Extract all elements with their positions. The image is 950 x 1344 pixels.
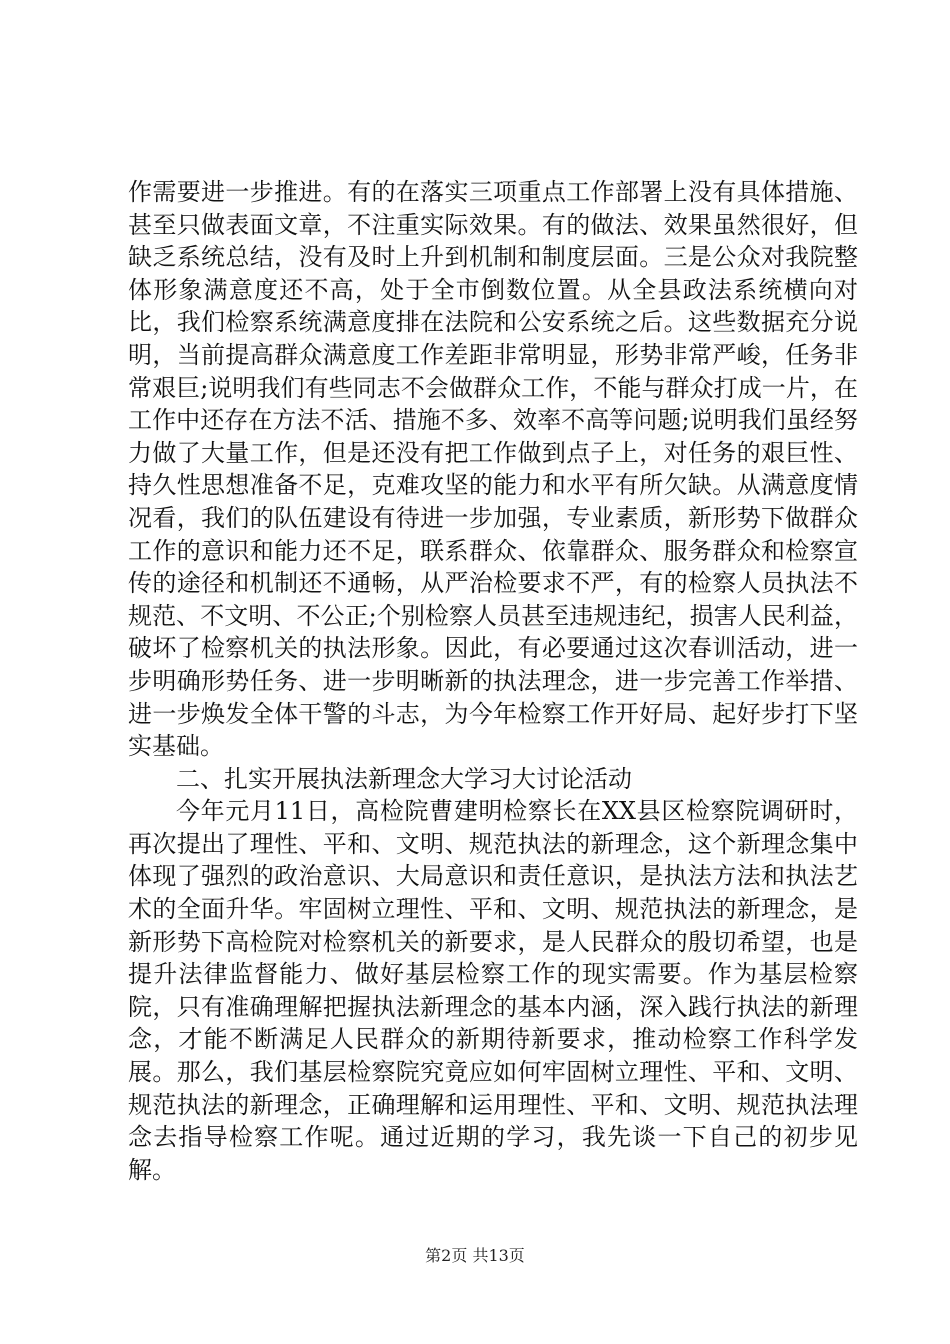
section-heading: 二、扎实开展执法新理念大学习大讨论活动 xyxy=(176,764,632,793)
paragraph: 今年元月11日，高检院曹建明检察长在XX县区检察院调研时，再次提出了理性、平和、文明、规范执法的新理念，这个新理念集中体现了强烈的政治意识、大局意识和责任意识，是执法方法和执法艺术的全面升华。牢固树立理性、平和、文明、规范执法的新理念，是新形势下高检院对检察机关的新要求，是人民群众的殷切希望，也是提升法律监督能力、做好基层检察工作的现实需要。作为基层检察院，只有准确理解把握执法新理念的基本内涵，深入践行执法的新理念，才能不断满足人民群众的新期待新要求，推动检察工作科学发展。那么，我们基层检察院究竟应如何牢固树立理性、平和、文明、规范执法的新理念，正确理解和运用理性、平和、文明、规范执法理念去指导检察工作呢。通过近期的学习，我先谈一下自己的初步见解。 xyxy=(128,797,858,1184)
page-footer: 第2页 共13页 xyxy=(425,1246,525,1265)
paragraph-continuation: 作需要进一步推进。有的在落实三项重点工作部署上没有具体措施、甚至只做表面文章，不注重实际效果。有的做法、效果虽然很好，但缺乏系统总结，没有及时上升到机制和制度层面。三是公众对我院整体形象满意度还不高，处于全市倒数位置。从全县政法系统横向对比，我们检察系统满意度排在法院和公安系统之后。这些数据充分说明，当前提高群众满意度工作差距非常明显，形势非常严峻，任务非常艰巨;说明我们有些同志不会做群众工作，不能与群众打成一片，在工作中还存在方法不活、措施不多、效率不高等问题;说明我们虽经努力做了大量工作，但是还没有把工作做到点子上，对任务的艰巨性、持久性思想准备不足，克难攻坚的能力和水平有所欠缺。从满意度情况看，我们的队伍建设有待进一步加强，专业素质，新形势下做群众工作的意识和能力还不足，联系群众、依靠群众、服务群众和检察宣传的途径和机制还不通畅，从严治检要求不严，有的检察人员执法不规范、不文明、不公正;个别检察人员甚至违规违纪，损害人民利益，破坏了检察机关的执法形象。因此，有必要通过这次春训活动，进一步明确形势任务、进一步明晰新的执法理念，进一步完善工作举措、进一步焕发全体干警的斗志，为今年检察工作开好局、起好步打下坚实基础。 xyxy=(128,178,858,761)
document-body xyxy=(128,176,858,1186)
